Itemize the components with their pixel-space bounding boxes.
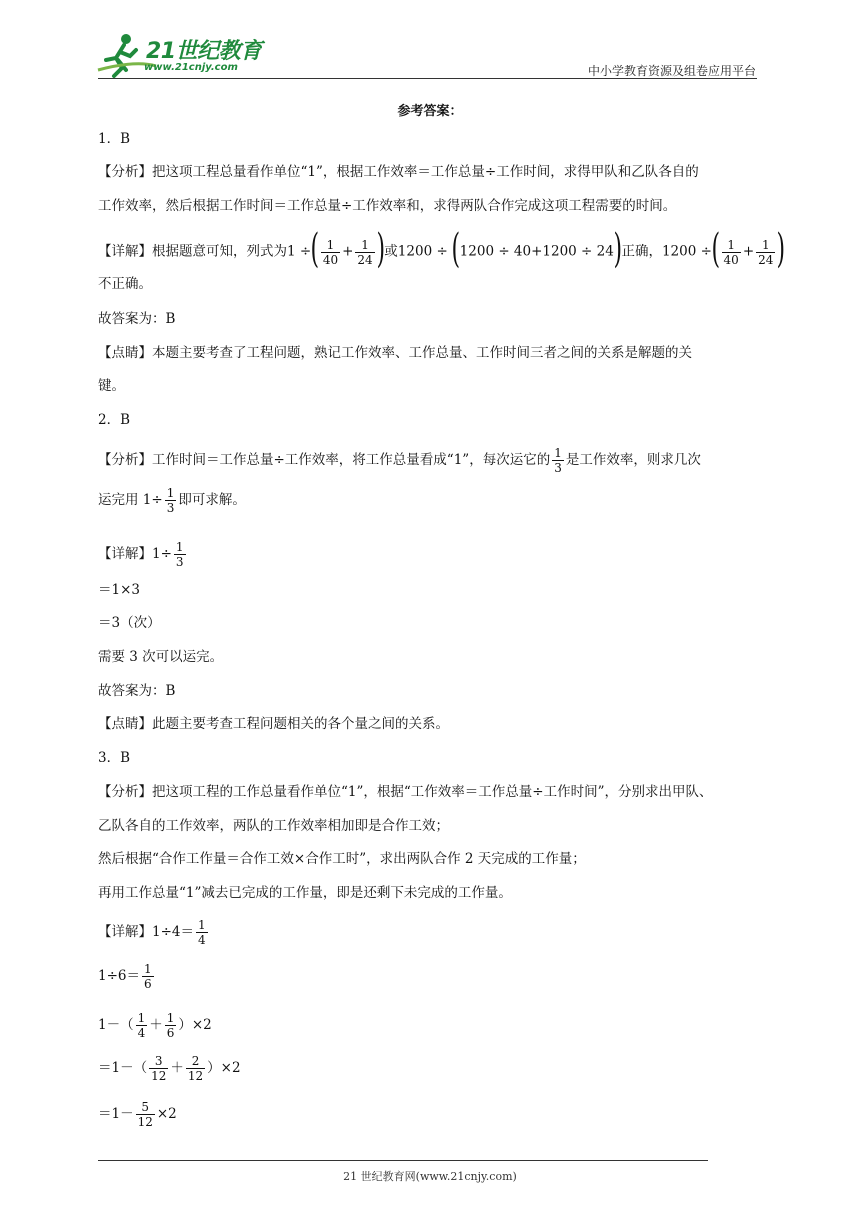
platform-name: 中小学教育资源及组卷应用平台 <box>587 64 756 78</box>
q3-detail: 【详解】1÷4＝ $\frac{1}{4}$ <box>98 918 206 947</box>
q3-step-2: 1－（ $\frac{1}{4}$ ＋ $\frac{1}{6}$ ）×2 <box>98 1011 212 1040</box>
fraction: $\frac{2}{12}$ <box>187 1054 204 1083</box>
page-title: 参考答案： <box>397 104 463 119</box>
q3-analysis-line-4: 再用工作总量“1”减去已完成的工作量，即是还剩下未完成的工作量。 <box>98 885 512 901</box>
q3-step-3: ＝1－（ $\frac{3}{12}$ ＋ $\frac{2}{12}$ ）×2 <box>98 1054 241 1083</box>
q1-comment-line-1: 【点睛】本题主要考查了工程问题，熟记工作效率、工作总量、工作时间三者之间的关系是解题的关 <box>98 345 692 361</box>
q1-conclusion: 故答案为：B <box>98 311 176 327</box>
q3-step-4: ＝1－ $\frac{5}{12}$ ×2 <box>98 1100 177 1129</box>
fraction: $\frac{3}{12}$ <box>151 1054 167 1083</box>
fraction: $\frac{1}{4}$ <box>137 1011 146 1040</box>
q3-analysis-line-3: 然后根据“合作工作量＝合作工效×合作工时”，求出两队合作 2 天完成的工作量； <box>98 851 586 867</box>
q2-answer: 2．B <box>98 412 131 428</box>
q3-step-1: 1÷6＝ $\frac{1}{6}$ <box>98 962 152 991</box>
fraction: $\frac{1}{6}$ <box>144 962 152 991</box>
q2-analysis-line-2: 运完用 1÷ $\frac{1}{3}$ 即可求解。 <box>98 486 246 515</box>
q1-detail-line-2: 不正确。 <box>98 276 152 292</box>
q1-analysis-line-1: 【分析】把这项工程总量看作单位“1”，根据工作效率＝工作总量÷工作时间，求得甲队和乙队各自的 <box>98 164 699 180</box>
q2-detail: 【详解】1÷ $\frac{1}{3}$ <box>98 540 184 569</box>
fraction: $\frac{1}{3}$ <box>175 540 184 569</box>
fraction: $\frac{1}{4}$ <box>198 918 206 947</box>
q1-expr-1: 1 ÷ <box>287 243 312 260</box>
header-divider <box>98 78 757 79</box>
q2-step-2: ＝3（次） <box>98 615 161 631</box>
q1-or-text: 或1200 ÷ <box>384 243 448 260</box>
q2-analysis-line-1: 【分析】工作时间＝工作总量÷工作效率，将工作总量看成“1”，每次运它的 $\frac{1}{3}$ 是工作效率，则求几次 <box>98 446 701 475</box>
fraction: $\frac{5}{12}$ <box>137 1100 153 1129</box>
q3-answer: 3．B <box>98 750 131 766</box>
fraction: $\frac{1}{3}$ <box>166 486 175 515</box>
q3-analysis-line-1: 【分析】把这项工程的工作总量看作单位“1”，根据“工作效率＝工作总量÷工作时间”，分别求出甲队、 <box>98 784 713 800</box>
page-footer: 21 世纪教育网(www.21cnjy.com) <box>343 1170 517 1183</box>
q3-analysis-line-2: 乙队各自的工作效率，两队的工作效率相加即是合作工效； <box>98 818 449 834</box>
fraction: $\frac{1}{3}$ <box>554 446 562 475</box>
footer-divider <box>98 1160 708 1161</box>
q1-detail: 【详解】根据题意可知，列式为1 ÷( $\frac{1}{40}$ + $\frac{1}{24}$ )或1200 ÷ (1200 ÷ 40+1200 ÷ 24)正确，1200 ÷( $\frac{1}{40}$ + $\frac{1}{24}$ ) <box>98 226 786 272</box>
logo-url: www.21cnjy.com <box>144 62 238 73</box>
fraction: $\frac{1}{24}$ <box>758 237 774 267</box>
q1-answer: 1．B <box>98 131 131 147</box>
page-header <box>0 0 860 82</box>
q1-comment-line-2: 键。 <box>98 378 125 394</box>
q1-detail-prefix: 【详解】根据题意可知，列式为 <box>98 243 287 260</box>
q2-conclusion: 故答案为：B <box>98 683 176 699</box>
q2-need: 需要 3 次可以运完。 <box>98 649 224 665</box>
q1-analysis-line-2: 工作效率，然后根据工作时间＝工作总量÷工作效率和，求得两队合作完成这项工程需要的时间。 <box>98 198 677 214</box>
fraction: $\frac{1}{24}$ <box>357 237 373 267</box>
fraction: $\frac{1}{40}$ <box>322 237 339 267</box>
fraction: $\frac{1}{40}$ <box>723 237 739 267</box>
q2-step-1: ＝1×3 <box>98 582 140 598</box>
q1-correct-text: 正确，1200 ÷ <box>621 243 712 260</box>
q2-comment: 【点睛】此题主要考查工程问题相关的各个量之间的关系。 <box>98 716 449 732</box>
q1-expr-2: 1200 ÷ 40+1200 ÷ 24 <box>459 243 614 260</box>
fraction: $\frac{1}{6}$ <box>166 1011 175 1040</box>
logo-text: 21世纪教育 <box>146 39 262 64</box>
